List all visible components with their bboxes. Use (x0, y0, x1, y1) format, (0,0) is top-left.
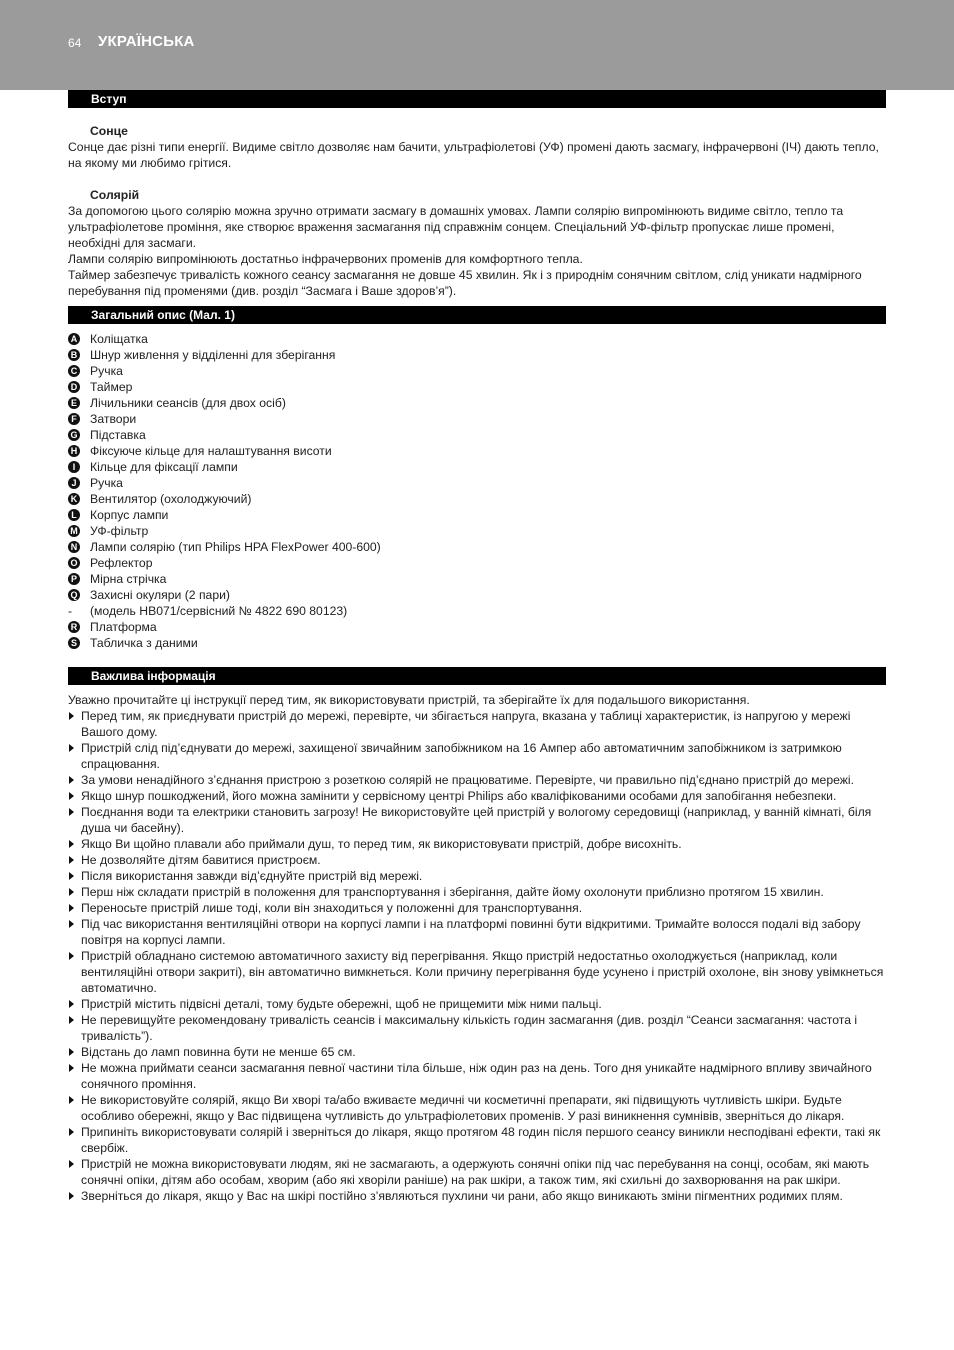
list-item (68, 555, 886, 571)
solarium-text-3: Таймер забезпечує тривалість кожного сеансу засмагання не довше 45 хвилин. Як і з природнім сонячним світлом, слід уникати надмірного перебування під променями (див. розділ “Засмага і Ваше здоров’я”). (68, 268, 862, 298)
list-item (68, 507, 886, 523)
list-item-text: Ручка (90, 364, 123, 378)
bullet-arrow-icon (69, 904, 74, 912)
list-item (68, 539, 886, 555)
list-item-text: Платформа (90, 620, 157, 634)
bullet-arrow-icon (69, 1160, 74, 1168)
bullet-item (68, 1012, 886, 1044)
bullet-text: Перш ніж складати пристрій в положення для транспортування і зберігання, дайте йому охолонути приблизно протягом 15 хвилин. (81, 885, 824, 899)
bullet-text: Відстань до ламп повинна бути не менше 65 см. (81, 1045, 356, 1059)
letter-badge: N (68, 541, 80, 553)
bullet-arrow-icon (69, 1128, 74, 1136)
bullet-item (68, 916, 886, 948)
list-item (68, 475, 886, 491)
list-item (68, 635, 886, 651)
list-item-text: Табличка з даними (90, 636, 198, 650)
bullet-item (68, 1092, 886, 1124)
letter-badge: J (68, 477, 80, 489)
list-item-text: Затвори (90, 412, 137, 426)
bullet-text: Не використовуйте солярій, якщо Ви хворі та/або вживаєте медичні чи косметичні препарати, які підвищують чутливість шкіри. Будьте особливо обережні, якщо у Вас підвищена чутливість до ультрафіолетових променів. У разі виникнення сумнівів, зверніться до лікаря. (81, 1093, 845, 1123)
letter-badge: M (68, 525, 80, 537)
letter-badge: Q (68, 589, 80, 601)
bullet-item (68, 788, 886, 804)
bullet-text: За умови ненадійного з’єднання пристрою з розеткою солярій не працюватиме. Перевірте, чи правильно під’єднано пристрій до мережі. (81, 773, 854, 787)
bullet-item (68, 1044, 886, 1060)
bullet-arrow-icon (69, 1064, 74, 1072)
list-item-text: УФ-фільтр (90, 524, 149, 538)
list-item-text: Лічильники сеансів (для двох осіб) (90, 396, 286, 410)
letter-badge: I (68, 461, 80, 473)
bullet-arrow-icon (69, 808, 74, 816)
bullet-item (68, 1156, 886, 1188)
list-item-text: Фіксуюче кільце для налаштування висоти (90, 444, 332, 458)
bullet-text: Не дозволяйте дітям бавитися пристроєм. (81, 853, 321, 867)
bullet-text: Пристрій обладнано системою автоматичного захисту від перегрівання. Якщо пристрій недостатньо охолоджується (наприклад, коли вентиляційні отвори закриті), він автоматично вимкнеться. Коли причину перегрівання буде усунено і пристрій охолоне, він знову увімкнеться автоматично. (81, 949, 884, 995)
list-item-text: Вентилятор (охолоджуючий) (90, 492, 252, 506)
bullet-text: Поєднання води та електрики становить загрозу! Не використовуйте цей пристрій у вологому середовищі (наприклад, у ванній кімнаті, біля душа чи басейну). (81, 805, 872, 835)
list-item-text: (модель HB071/сервісний № 4822 690 80123) (90, 604, 348, 618)
list-item (68, 347, 886, 363)
bullet-text: Пристрій слід під’єднувати до мережі, захищеної звичайним запобіжником на 16 Ампер або автоматичним запобіжником із затримкою спрацювання. (81, 741, 842, 771)
sun-heading: Сонце (90, 124, 128, 138)
bullet-text: Переносьте пристрій лише тоді, коли він знаходиться у положенні для транспортування. (81, 901, 583, 915)
letter-badge: R (68, 621, 80, 633)
bullet-arrow-icon (69, 792, 74, 800)
bullet-arrow-icon (69, 920, 74, 928)
letter-badge: P (68, 573, 80, 585)
solarium-text-2: Лампи солярію випромінюють достатньо інфрачервоних променів для комфортного тепла. (68, 252, 583, 266)
letter-badge: E (68, 397, 80, 409)
list-item-text: Захисні окуляри (2 пари) (90, 588, 230, 602)
bullet-item (68, 884, 886, 900)
bullet-arrow-icon (69, 856, 74, 864)
list-item (68, 427, 886, 443)
list-item-text: Шнур живлення у відділенні для зберігання (90, 348, 336, 362)
bullet-arrow-icon (69, 1048, 74, 1056)
dash-marker: - (68, 604, 73, 618)
solarium-heading: Солярій (90, 188, 140, 202)
bullet-text: Пристрій містить підвісні деталі, тому будьте обережні, щоб не прищемити між ними пальці. (81, 997, 602, 1011)
letter-badge: G (68, 429, 80, 441)
bullet-arrow-icon (69, 744, 74, 752)
bullet-text: Перед тим, як приєднувати пристрій до мережі, перевірте, чи збігається напруга, вказана у таблиці характеристик, із напругою у мережі Вашого дому. (81, 709, 851, 739)
list-item (68, 379, 886, 395)
letter-badge: L (68, 509, 80, 521)
bullet-arrow-icon (69, 952, 74, 960)
bullet-item (68, 996, 886, 1012)
list-item (68, 411, 886, 427)
section-title: Важлива інформація (91, 669, 216, 683)
bullet-arrow-icon (69, 1096, 74, 1104)
list-item-text: Кільце для фіксації лампи (90, 460, 238, 474)
important-bullets (68, 708, 886, 1204)
bullet-arrow-icon (69, 1000, 74, 1008)
list-item (68, 491, 886, 507)
section-title: Вступ (91, 92, 127, 106)
bullet-text: Пристрій не можна використовувати людям, які не засмагають, а одержують сонячні опіки під час перебування на сонці, особам, які мають сонячні опіки, дітям або особам, хворим (або які хворіли раніше) на рак шкіри, а також тим, які схильні до захворювання на рак шкіри. (81, 1157, 870, 1187)
list-item (68, 619, 886, 635)
bullet-item (68, 852, 886, 868)
letter-badge: F (68, 413, 80, 425)
bullet-arrow-icon (69, 1016, 74, 1024)
bullet-text: Під час використання вентиляційні отвори на корпусі лампи і на платформі повинні бути відкритими. Тримайте волосся подалі від забору повітря на корпусі лампи. (81, 917, 861, 947)
section-title: Загальний опис (Мал. 1) (91, 308, 235, 322)
list-item-text: Таймер (90, 380, 133, 394)
list-item (68, 331, 886, 347)
bullet-text: Якщо шнур пошкоджений, його можна замінити у сервісному центрі Philips або кваліфікованими особами для запобігання небезпеки. (81, 789, 837, 803)
bullet-arrow-icon (69, 1192, 74, 1200)
page-number: 64 (68, 36, 82, 50)
bullet-text: Якщо Ви щойно плавали або приймали душ, то перед тим, як використовувати пристрій, добре висохніть. (81, 837, 682, 851)
bullet-item (68, 868, 886, 884)
list-item (68, 603, 886, 619)
list-item (68, 459, 886, 475)
bullet-text: Припиніть використовувати солярій і зверніться до лікаря, якщо протягом 48 годин після першого сеансу виникли несподівані ефекти, такі як свербіж. (81, 1125, 881, 1155)
list-item-text: Рефлектор (90, 556, 153, 570)
bullet-item (68, 772, 886, 788)
list-item-text: Мірна стрічка (90, 572, 167, 586)
language-title: УКРАЇНСЬКА (98, 33, 195, 50)
bullet-item (68, 900, 886, 916)
list-item-text: Лампи солярію (тип Philips HPA FlexPower 400-600) (90, 540, 381, 554)
sun-text: Сонце дає різні типи енергії. Видиме світло дозволяє нам бачити, ультрафіолетові (УФ) промені дають засмагу, інфрачервоні (ІЧ) дають тепло, на якому ми любимо грітися. (68, 140, 879, 170)
solarium-text-1: За допомогою цього солярію можна зручно отримати засмагу в домашніх умовах. Лампи солярію випромінюють видиме світло, тепло та ультрафіолетове проміння, яке створює враження засмагання під справжнім сонцем. Спеціальний УФ-фільтр пропускає лише промені, необхідні для засмаги. (68, 204, 844, 250)
list-item-text: Ручка (90, 476, 123, 490)
overview-list (68, 331, 886, 651)
bullet-text: Зверніться до лікаря, якщо у Вас на шкірі постійно з’являються пухлини чи рани, або якщо виникають зміни пігментних родимих плям. (81, 1189, 843, 1203)
letter-badge: S (68, 637, 80, 649)
bullet-arrow-icon (69, 888, 74, 896)
list-item (68, 363, 886, 379)
list-item (68, 523, 886, 539)
bullet-item (68, 804, 886, 836)
bullet-arrow-icon (69, 840, 74, 848)
bullet-text: Не можна приймати сеанси засмагання певної частини тіла більше, ніж один раз на день. Того дня уникайте надмірного впливу звичайного сонячного проміння. (81, 1061, 872, 1091)
letter-badge: O (68, 557, 80, 569)
letter-badge: C (68, 365, 80, 377)
list-item (68, 395, 886, 411)
letter-badge: B (68, 349, 80, 361)
header-band (0, 0, 954, 90)
bullet-text: Після використання завжди від’єднуйте пристрій від мережі. (81, 869, 423, 883)
bullet-arrow-icon (69, 776, 74, 784)
bullet-item (68, 1188, 886, 1204)
section-header-important (68, 667, 886, 685)
bullet-item (68, 1060, 886, 1092)
list-item (68, 443, 886, 459)
bullet-arrow-icon (69, 712, 74, 720)
list-item (68, 587, 886, 603)
bullet-item (68, 836, 886, 852)
bullet-item (68, 1124, 886, 1156)
intro-block (68, 123, 886, 299)
letter-badge: K (68, 493, 80, 505)
letter-badge: D (68, 381, 80, 393)
bullet-item (68, 740, 886, 772)
list-item-text: Підставка (90, 428, 146, 442)
letter-badge: H (68, 445, 80, 457)
list-item-text: Корпус лампи (90, 508, 169, 522)
bullet-item (68, 948, 886, 996)
bullet-arrow-icon (69, 872, 74, 880)
list-item (68, 571, 886, 587)
important-intro: Уважно прочитайте ці інструкції перед тим, як використовувати пристрій, та зберігайте їх для подальшого використання. (68, 693, 750, 707)
section-header-intro (68, 90, 886, 108)
letter-badge: A (68, 333, 80, 345)
list-item-text: Коліщатка (90, 332, 148, 346)
bullet-text: Не перевищуйте рекомендовану тривалість сеансів і максимальну кількість годин засмагання (див. розділ “Сеанси засмагання: частота і тривалість”). (81, 1013, 858, 1043)
bullet-item (68, 708, 886, 740)
section-header-overview (68, 306, 886, 324)
